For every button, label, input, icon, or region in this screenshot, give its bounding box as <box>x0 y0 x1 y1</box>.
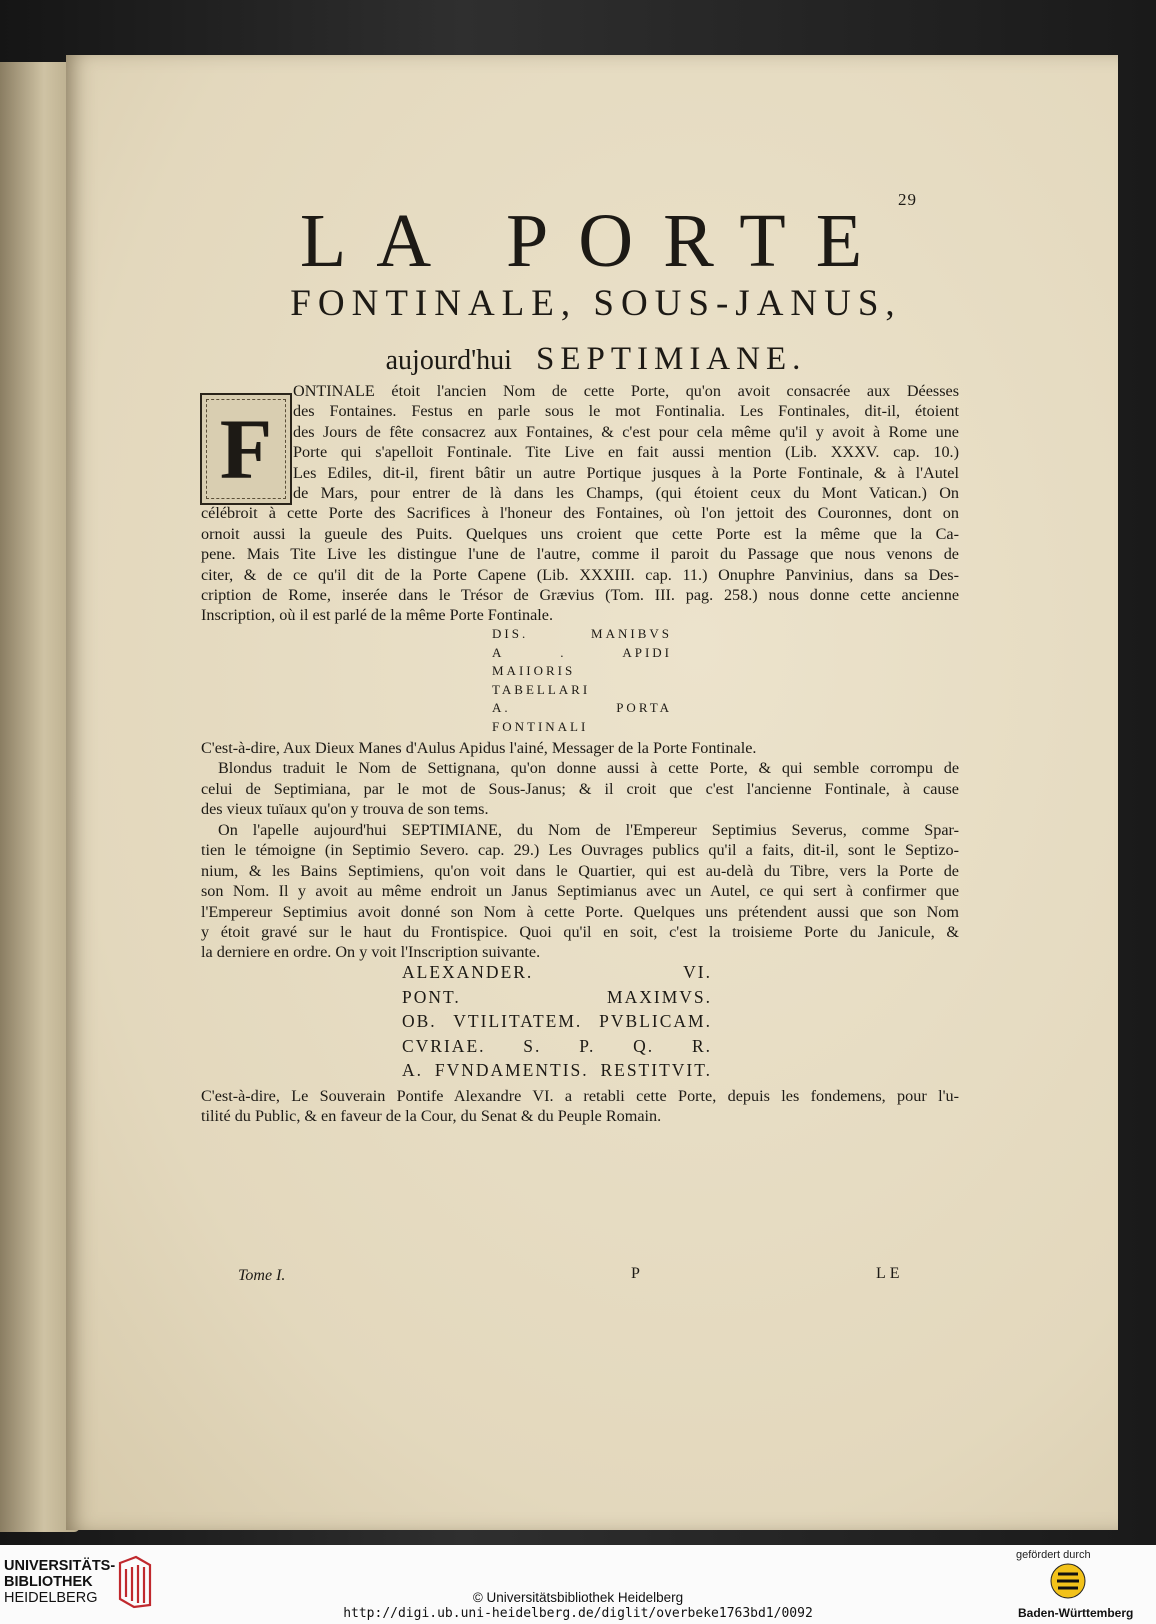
coat-of-arms-icon <box>1050 1563 1086 1599</box>
page-number: 29 <box>898 190 917 209</box>
text-line: de Mars, pour entrer de là dans les Champs, (qui étoient ceux du Mont Vatican.) On <box>293 484 959 502</box>
drop-cap-letter: F <box>219 401 273 497</box>
inscription-line: CVRIAE. S. P. Q. R. <box>402 1036 712 1056</box>
footer-signature-mark: P <box>631 1265 640 1282</box>
subtitle-caps-text: SEPTIMIANE. <box>535 341 807 377</box>
library-name-line2: BIBLIOTHEK <box>4 1574 93 1590</box>
text-line: Blondus traduit le Nom de Settignana, qu'on donne aussi à cette Porte, & qui semble corrompu de <box>218 759 959 777</box>
text-line: tilité du Public, & en faveur de la Cour, du Senat & du Peuple Romain. <box>201 1107 662 1125</box>
library-name-line1: UNIVERSITÄTS- <box>4 1558 116 1574</box>
text-line: ornoit aussi la gueule des Puits. Quelques uns croient que cette Porte est la même que la Ca- <box>201 525 959 543</box>
text-line: ONTINALE étoit l'ancien Nom de cette Porte, qu'on avoit consacrée aux Déesses <box>293 382 959 400</box>
page-subtitle: FONTINALE, SOUS-JANUS, <box>290 283 902 324</box>
text-line: son Nom. Il y avoit au même endroit un Janus Septimianus avec un Autel, ce qui sert à confirmer que <box>201 882 959 900</box>
text-line: citer, & de ce qu'il dit de la Porte Capene (Lib. XXXIII. cap. 11.) Onuphre Panvinius, dans sa Des- <box>201 566 959 584</box>
page-subtitle-2 <box>236 343 956 376</box>
text-line: celui de Septimiana, par le mot de Sous-Janus; & il croit que c'est l'ancienne Fontinale, à cause <box>201 780 959 798</box>
text-line: des Fontaines. Festus en parle sous le mot Fontinalia. Les Fontinales, dit-il, étoient <box>293 402 959 420</box>
inscription-line: A. PORTA <box>492 700 672 715</box>
text-line: la derniere en ordre. On y voit l'Inscription suivante. <box>201 943 541 961</box>
text-line: nium, & les Bains Septimiens, qu'on voit dans le Quartier, qui est au-delà du Tibre, vers la Porte de <box>201 862 959 880</box>
text-line: des Jours de fête consacrez aux Fontaines, & c'est pour cela même qu'il y avoit à Rome une <box>293 423 959 441</box>
text-line: célébroit à cette Porte des Sacrifices à l'honeur des Fontaines, où l'on jettoit des Couronnes, dont on <box>201 504 959 522</box>
text-line: pene. Mais Tite Live les distingue l'une de l'autre, comme il paroit du Passage que nous venons de <box>201 545 959 563</box>
text-line: des vieux tuïaux qu'on y trouva de son tems. <box>201 800 489 818</box>
subtitle-small-text: aujourd'hui <box>385 345 512 376</box>
library-name-line3: HEIDELBERG <box>4 1590 98 1606</box>
footer-volume: Tome I. <box>238 1267 286 1284</box>
text-line: cription de Rome, inserée dans le Trésor de Grævius (Tom. III. pag. 258.) nous donne cette ancienne <box>201 586 959 604</box>
inscription-line: FONTINALI <box>492 719 589 734</box>
inscription-line: PONT. MAXIMVS. <box>402 987 712 1007</box>
book-page <box>66 55 1118 1530</box>
text-line: Porte qui s'apelloit Fontinale. Tite Live en fait aussi mention (Lib. XXXV. cap. 10.) <box>293 443 959 461</box>
text-line: Les Ediles, dit-il, firent bâtir un autre Portique jusques à la Porte Fontinale, & à l'Autel <box>293 464 959 482</box>
inscription-line: MAIIORIS <box>492 663 576 678</box>
text-line: C'est-à-dire, Le Souverain Pontife Alexandre VI. a retabli cette Porte, depuis les fondemens, pour l'u- <box>201 1087 959 1105</box>
inscription-line: OB. VTILITATEM. PVBLICAM. <box>402 1011 712 1031</box>
inscription-line: DIS. MANIBVS <box>492 626 672 641</box>
drop-cap <box>200 393 292 505</box>
inscription-line: ALEXANDER. VI. <box>402 962 712 982</box>
text-line: Inscription, où il est parlé de la même Porte Fontinale. <box>201 606 553 624</box>
permalink-url[interactable]: http://digi.ub.uni-heidelberg.de/diglit/overbeke1763bd1/0092 <box>343 1606 813 1621</box>
page-title: LA PORTE <box>299 199 893 283</box>
funded-by-label: gefördert durch <box>1016 1549 1091 1561</box>
inscription-line: TABELLARI <box>492 682 591 697</box>
inscription-line: A. FVNDAMENTIS. RESTITVIT. <box>402 1060 712 1080</box>
text-line: y étoit gravé sur le haut du Frontispice. Quoi qu'il en soit, c'est la troisieme Porte du Janicule, & <box>201 923 959 941</box>
text-line: C'est-à-dire, Aux Dieux Manes d'Aulus Apidus l'ainé, Messager de la Porte Fontinale. <box>201 739 757 757</box>
text-line: tien le témoigne (in Septimio Severo. cap. 29.) Les Ouvrages publics qu'il a faits, dit-il, sont le Septizo- <box>201 841 959 859</box>
inscription-line: A . APIDI <box>492 645 672 660</box>
text-line: l'Empereur Septimius avoit donné son Nom à cette Porte. Quelques uns prétendent aussi que son Nom <box>201 903 959 921</box>
funder-name: Baden-Württemberg <box>1018 1606 1134 1620</box>
copyright-notice: © Universitätsbibliothek Heidelberg <box>472 1590 684 1605</box>
footer-catchword: LE <box>876 1265 904 1282</box>
text-line: On l'apelle aujourd'hui SEPTIMIANE, du Nom de l'Empereur Septimius Severus, comme Spar- <box>218 821 959 839</box>
